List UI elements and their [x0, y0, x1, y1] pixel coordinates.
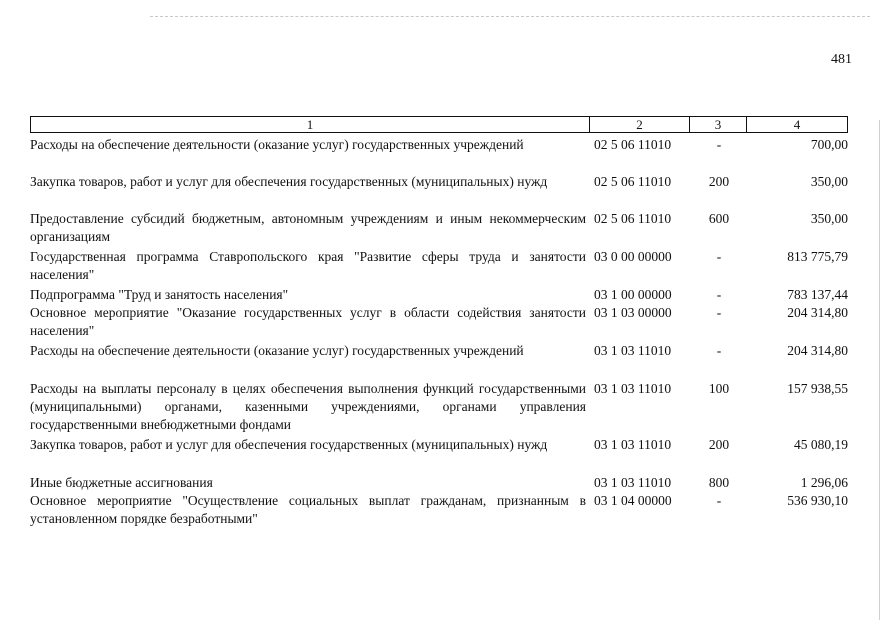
row-amount: 350,00	[810, 174, 848, 189]
row-code: 03 1 04 00000	[594, 493, 672, 508]
row-amount: 45 080,19	[794, 437, 848, 452]
header-col-3: 3	[690, 117, 747, 132]
header-col-1: 1	[31, 117, 590, 132]
row-expense-type: -	[716, 287, 722, 302]
row-expense-type: -	[716, 493, 722, 508]
row-amount: 157 938,55	[787, 381, 848, 396]
table-row	[30, 136, 848, 154]
row-name: Предоставление субсидий бюджетным, автономным учреждениям и иным некоммерческим организациям	[30, 211, 586, 244]
row-code: 03 1 03 11010	[594, 381, 672, 396]
row-amount: 700,00	[810, 137, 848, 152]
table-header	[30, 116, 848, 133]
row-name: Расходы на обеспечение деятельности (оказание услуг) государственных учреждений	[30, 137, 524, 152]
table-row	[30, 492, 848, 528]
row-code: 03 1 03 11010	[594, 437, 672, 452]
row-code: 03 1 03 11010	[594, 343, 672, 358]
row-amount: 204 314,80	[787, 343, 848, 358]
row-expense-type: -	[716, 137, 722, 152]
scan-edge-top	[150, 16, 870, 17]
row-amount: 783 137,44	[787, 287, 848, 302]
row-name: Основное мероприятие "Осуществление социальных выплат гражданам, признанным в установленном порядке безработными"	[30, 493, 586, 526]
table-row	[30, 248, 848, 284]
row-amount: 536 930,10	[787, 493, 848, 508]
row-amount: 350,00	[810, 211, 848, 226]
row-expense-type: 100	[708, 381, 730, 396]
row-name: Закупка товаров, работ и услуг для обеспечения государственных (муниципальных) нужд	[30, 174, 548, 189]
row-expense-type: 800	[708, 475, 730, 490]
row-code: 02 5 06 11010	[594, 211, 672, 226]
row-code: 02 5 06 11010	[594, 137, 672, 152]
row-expense-type: -	[716, 249, 722, 264]
table-row	[30, 173, 848, 191]
page-number: 481	[831, 52, 852, 67]
row-name: Государственная программа Ставропольского края "Развитие сферы труда и занятости населения"	[30, 249, 586, 282]
row-expense-type: -	[716, 305, 722, 320]
row-code: 03 1 00 00000	[594, 287, 672, 302]
header-col-2: 2	[590, 117, 690, 132]
row-code: 02 5 06 11010	[594, 174, 672, 189]
row-amount: 813 775,79	[787, 249, 848, 264]
row-expense-type: 200	[708, 437, 730, 452]
row-name: Иные бюджетные ассигнования	[30, 475, 213, 490]
table-row	[30, 286, 848, 304]
table-row	[30, 342, 848, 360]
table-row	[30, 436, 848, 454]
row-expense-type: 200	[708, 174, 730, 189]
row-code: 03 1 03 00000	[594, 305, 672, 320]
header-col-4: 4	[793, 117, 801, 132]
row-amount: 1 296,06	[800, 475, 848, 490]
row-name: Закупка товаров, работ и услуг для обеспечения государственных (муниципальных) нужд	[30, 437, 548, 452]
row-code: 03 1 03 11010	[594, 475, 672, 490]
row-name: Подпрограмма "Труд и занятость населения"	[30, 287, 289, 302]
row-expense-type: -	[716, 343, 722, 358]
table-row	[30, 210, 848, 246]
table-row	[30, 380, 848, 434]
row-name: Расходы на выплаты персоналу в целях обеспечения выполнения функций государственными (муниципальными) органами, казенными учреждениями, органами управления государственными внебюджетными фондами	[30, 381, 586, 432]
row-code: 03 0 00 00000	[594, 249, 672, 264]
row-expense-type: 600	[708, 211, 730, 226]
scan-edge-right	[879, 120, 880, 620]
row-name: Основное мероприятие "Оказание государственных услуг в области содействия занятости населения"	[30, 305, 586, 338]
row-amount: 204 314,80	[787, 305, 848, 320]
row-name: Расходы на обеспечение деятельности (оказание услуг) государственных учреждений	[30, 343, 524, 358]
table-row	[30, 474, 848, 492]
table-row	[30, 304, 848, 340]
